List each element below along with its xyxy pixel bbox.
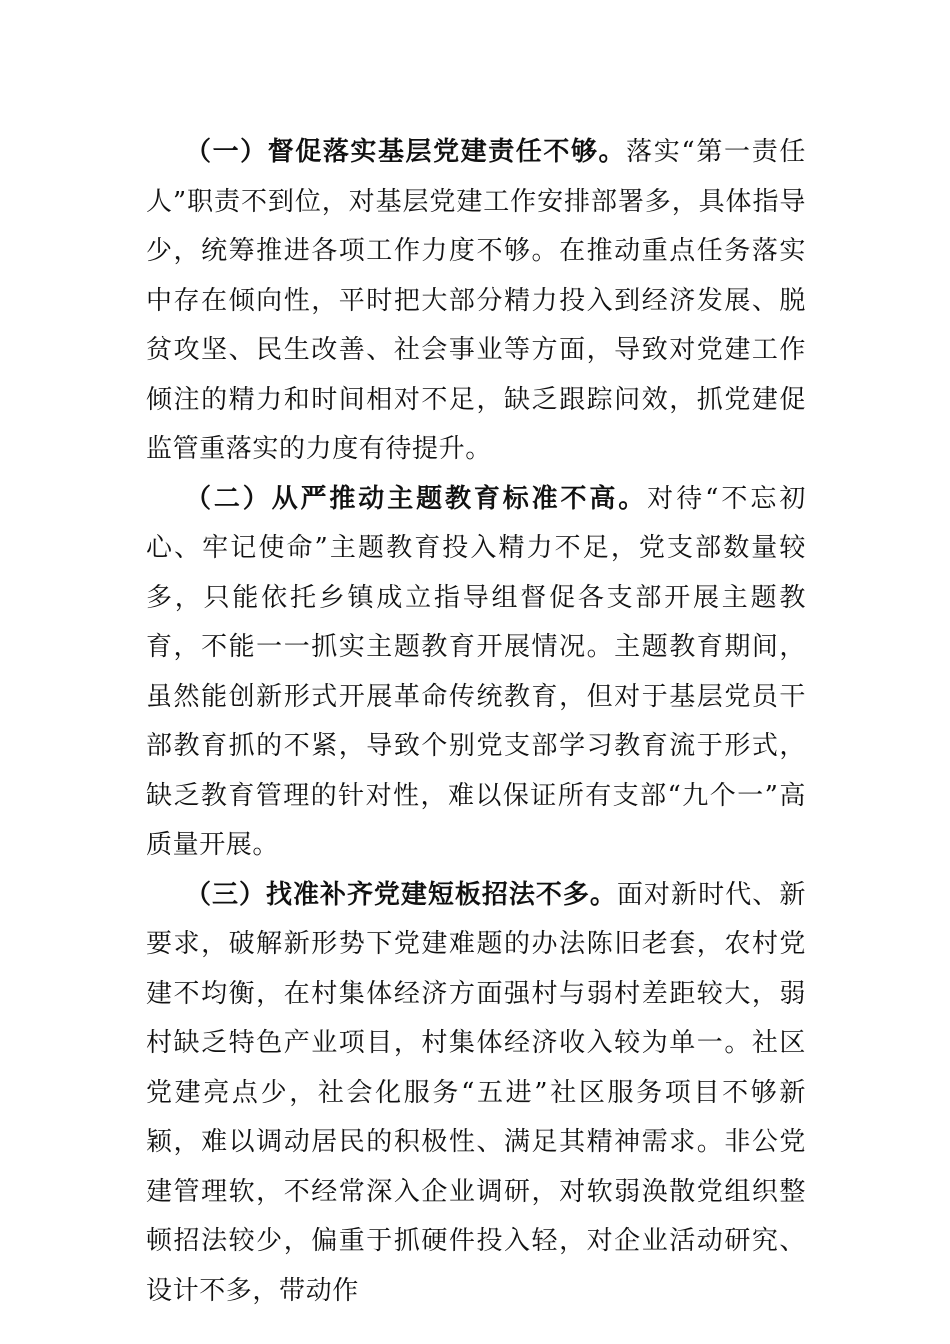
paragraph-1-heading: （一）督促落实基层党建责任不够。	[185, 137, 627, 167]
paragraph-1-text: 落实“第一责任人”职责不到位，对基层党建工作安排部署多，具体指导少，统筹推进各项工作力度不够。在推动重点任务落实中存在倾向性，平时把大部分精力投入到经济发展、脱贫攻坚、民生改善、社会事业等方面，导致对党建工作倾注的精力和时间相对不足，缺乏跟踪问效，抓党建促监管重落实的力度有待提升。	[146, 137, 806, 464]
paragraph-2-heading: （二）从严推动主题教育标准不高。	[185, 483, 648, 514]
paragraph-3-text: 面对新时代、新要求，破解新形势下党建难题的办法陈旧老套，农村党建不均衡，在村集体经济方面强村与弱村差距较大，弱村缺乏特色产业项目，村集体经济收入较为单一。社区党建亮点少，社会化服务“五进”社区服务项目不够新颖，难以调动居民的积极性、满足其精神需求。非公党建管理软，不经常深入企业调研，对软弱涣散党组织整顿招法较少，偏重于抓硬件投入轻，对企业活动研究、设计不多，带动作	[146, 879, 806, 1306]
paragraph-3	[146, 871, 806, 1317]
document-page	[146, 128, 806, 1316]
paragraph-2	[146, 475, 806, 871]
paragraph-2-text: 对待“不忘初心、牢记使命”主题教育投入精力不足，党支部数量较多，只能依托乡镇成立指导组督促各支部开展主题教育，不能一一抓实主题教育开展情况。主题教育期间，虽然能创新形式开展革命传统教育，但对于基层党员干部教育抓的不紧，导致个别党支部学习教育流于形式，缺乏教育管理的针对性，难以保证所有支部“九个一”高质量开展。	[146, 483, 806, 860]
paragraph-1	[146, 128, 806, 475]
paragraph-3-heading: （三）找准补齐党建短板招法不多。	[185, 879, 617, 910]
